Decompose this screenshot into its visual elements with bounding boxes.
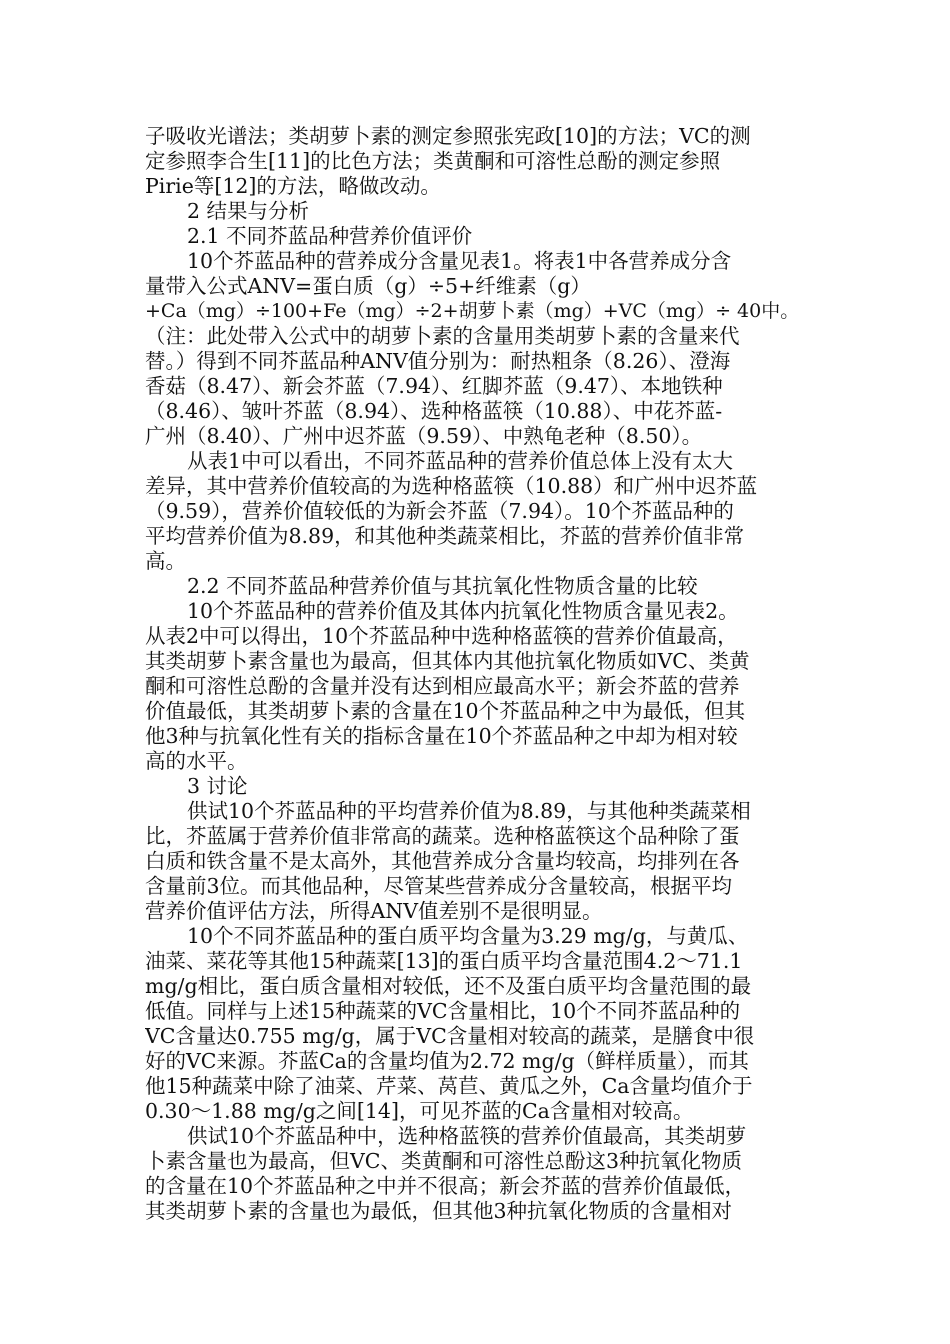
document-body (145, 124, 807, 1224)
text-line: 从表2中可以得出，10个芥蓝品种中选种格蓝筷的营养价值最高， (145, 624, 738, 648)
text-line: 供试10个芥蓝品种的平均营养价值为8.89，与其他种类蔬菜相 (187, 799, 751, 823)
text-line: 2.1 不同芥蓝品种营养价值评价 (187, 224, 473, 248)
text-line: （注：此处带入公式中的胡萝卜素的含量用类胡萝卜素的含量来代 (145, 324, 740, 348)
text-line: 供试10个芥蓝品种中，选种格蓝筷的营养价值最高，其类胡萝 (187, 1124, 747, 1148)
text-line: 其类胡萝卜素含量也为最高，但其体内其他抗氧化物质如VC、类黄 (145, 649, 750, 673)
text-line: 10个芥蓝品种的营养成分含量见表1。将表1中各营养成分含 (187, 249, 732, 273)
text-line: 价值最低，其类胡萝卜素的含量在10个芥蓝品种之中为最低，但其 (145, 699, 746, 723)
text-line: 广州（8.40）、广州中迟芥蓝（9.59）、中熟龟老种（8.50）。 (145, 424, 703, 448)
text-line: 他15种蔬菜中除了油菜、芹菜、莴苣、黄瓜之外，Ca含量均值介于 (145, 1074, 753, 1098)
text-line: 3 讨论 (187, 774, 248, 798)
text-line: 白质和铁含量不是太高外，其他营养成分含量均较高，均排列在各 (145, 849, 740, 873)
text-line: 好的VC来源。芥蓝Ca的含量均值为2.72 mg/g（鲜样质量），而其 (145, 1049, 749, 1073)
text-line: 卜素含量也为最高，但VC、类黄酮和可溶性总酚这3种抗氧化物质 (145, 1149, 743, 1173)
text-line: （8.46）、皱叶芥蓝（8.94）、选种格蓝筷（10.88）、中花芥蓝- (145, 399, 723, 423)
text-line: 高的水平。 (145, 749, 248, 773)
text-line: 低值。同样与上述15种蔬菜的VC含量相比，10个不同芥蓝品种的 (145, 999, 741, 1023)
text-line: 营养价值评估方法，所得ANV值差别不是很明显。 (145, 899, 603, 923)
text-line: 比，芥蓝属于营养价值非常高的蔬菜。选种格蓝筷这个品种除了蛋 (145, 824, 740, 848)
text-line: 香菇（8.47）、新会芥蓝（7.94）、红脚芥蓝（9.47）、本地铁种 (145, 374, 723, 398)
text-line: 含量前3位。而其他品种，尽管某些营养成分含量较高，根据平均 (145, 874, 733, 898)
text-line: VC含量达0.755 mg/g，属于VC含量相对较高的蔬菜，是膳食中很 (145, 1024, 755, 1048)
text-line: 差异，其中营养价值较高的为选种格蓝筷（10.88）和广州中迟芥蓝 (145, 474, 758, 498)
text-line: 他3种与抗氧化性有关的指标含量在10个芥蓝品种之中却为相对较 (145, 724, 738, 748)
text-line: 量带入公式ANV=蛋白质（g）÷5+纤维素（g） (145, 274, 591, 298)
text-line: mg/g相比，蛋白质含量相对较低，还不及蛋白质平均含量范围的最 (145, 974, 752, 998)
text-line: 0.30～1.88 mg/g之间[14]，可见芥蓝的Ca含量相对较高。 (145, 1099, 694, 1123)
text-line: 平均营养价值为8.89，和其他种类蔬菜相比，芥蓝的营养价值非常 (145, 524, 745, 548)
text-line: 高。 (145, 549, 186, 573)
text-line: （9.59），营养价值较低的为新会芥蓝（7.94）。10个芥蓝品种的 (145, 499, 734, 523)
text-line: 酮和可溶性总酚的含量并没有达到相应最高水平；新会芥蓝的营养 (145, 674, 740, 698)
text-line: 10个不同芥蓝品种的蛋白质平均含量为3.29 mg/g，与黄瓜、 (187, 924, 749, 948)
text-line: 的含量在10个芥蓝品种之中并不很高；新会芥蓝的营养价值最低， (145, 1174, 746, 1198)
text-line: 2 结果与分析 (187, 199, 310, 223)
text-line: 其类胡萝卜素的含量也为最低，但其他3种抗氧化物质的含量相对 (145, 1199, 733, 1223)
text-line: 从表1中可以看出，不同芥蓝品种的营养价值总体上没有太大 (187, 449, 734, 473)
text-line: 子吸收光谱法；类胡萝卜素的测定参照张宪政[10]的方法；VC的测 (145, 124, 751, 148)
text-line: +Ca（mg）÷100+Fe（mg）÷2+胡萝卜素（mg）+VC（mg）÷ 40中。 (145, 300, 800, 322)
text-line: 定参照李合生[11]的比色方法；类黄酮和可溶性总酚的测定参照 (145, 149, 721, 173)
text-line: 10个芥蓝品种的营养价值及其体内抗氧化性物质含量见表2。 (187, 599, 739, 623)
text-line: 2.2 不同芥蓝品种营养价值与其抗氧化性物质含量的比较 (187, 574, 698, 598)
text-line: 油菜、菜花等其他15种蔬菜[13]的蛋白质平均含量范围4.2～71.1 (145, 949, 743, 973)
text-line: Pirie等[12]的方法，略做改动。 (145, 174, 441, 198)
text-line: 替。）得到不同芥蓝品种ANV值分别为：耐热粗条（8.26）、澄海 (145, 349, 731, 373)
